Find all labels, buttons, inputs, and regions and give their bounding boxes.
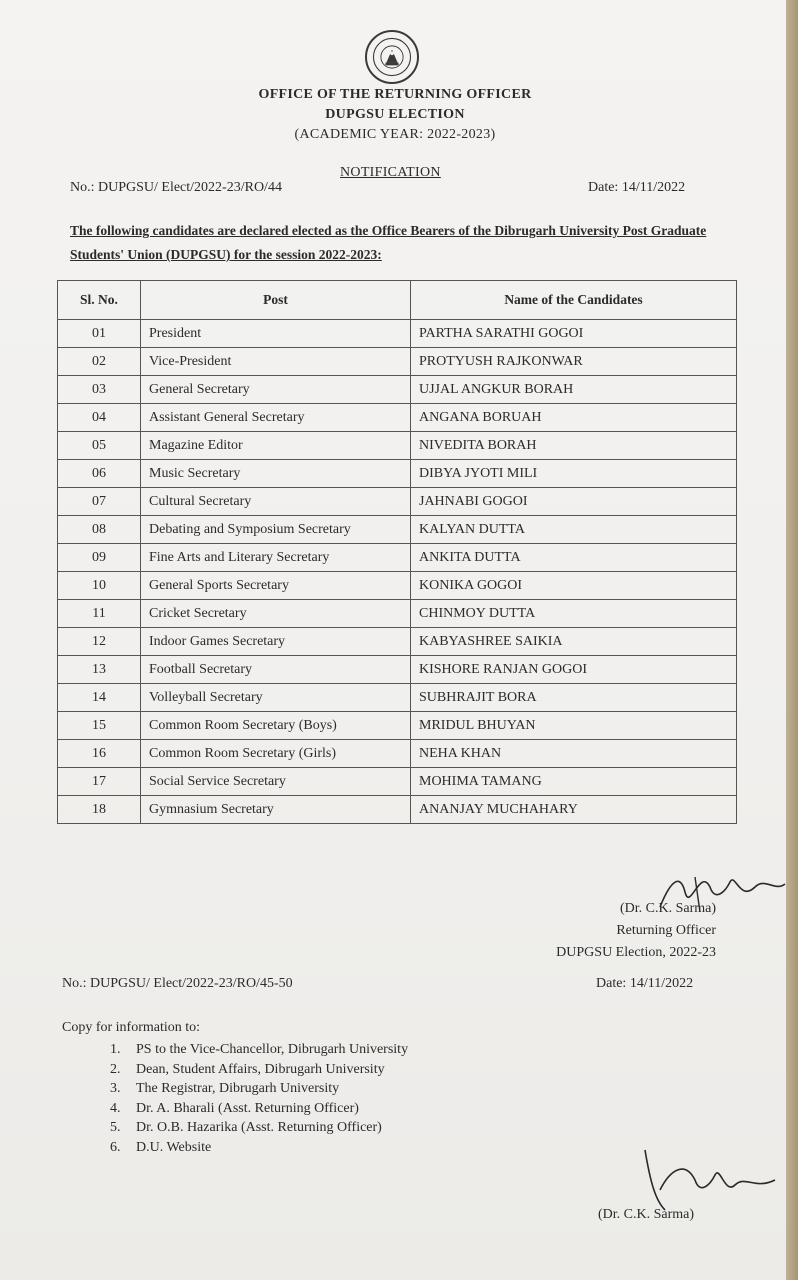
list-item [110, 1138, 408, 1158]
table-row [58, 796, 737, 824]
reference-date: Date: 14/11/2022 [588, 180, 686, 195]
list-item [110, 1040, 408, 1060]
table-row [58, 320, 737, 348]
candidate-name-cell: NEHA KHAN [411, 740, 737, 768]
candidate-name-cell: KABYASHREE SAIKIA [411, 628, 737, 656]
header-office-title: OFFICE OF THE RETURNING OFFICER [258, 87, 532, 102]
header-election-title: DUPGSU ELECTION [325, 107, 465, 122]
notification-title: NOTIFICATION [340, 165, 441, 180]
candidate-name-cell: KONIKA GOGOI [411, 572, 737, 600]
sl-no-cell: 07 [58, 488, 141, 516]
header-academic-year: (ACADEMIC YEAR: 2022-2023) [294, 127, 496, 142]
list-item [110, 1118, 408, 1138]
candidate-name-cell: CHINMOY DUTTA [411, 600, 737, 628]
table-row [58, 460, 737, 488]
candidate-name-cell: MRIDUL BHUYAN [411, 712, 737, 740]
table-row [58, 488, 737, 516]
sl-no-cell: 04 [58, 404, 141, 432]
list-item-number: 3. [110, 1081, 121, 1096]
candidate-name-cell: KALYAN DUTTA [411, 516, 737, 544]
list-item-text: Dr. O.B. Hazarika (Asst. Returning Officer) [136, 1120, 382, 1135]
post-cell: Magazine Editor [141, 432, 411, 460]
candidate-name-cell: PROTYUSH RAJKONWAR [411, 348, 737, 376]
header-post: Post [141, 281, 411, 320]
signatory-election: DUPGSU Election, 2022-23 [556, 945, 716, 960]
copy-recipient-list [110, 1040, 408, 1157]
sl-no-cell: 11 [58, 600, 141, 628]
candidate-name-cell: UJJAL ANGKUR BORAH [411, 376, 737, 404]
post-cell: Gymnasium Secretary [141, 796, 411, 824]
sl-no-cell: 17 [58, 768, 141, 796]
list-item [110, 1099, 408, 1119]
header-candidate-name: Name of the Candidates [411, 281, 737, 320]
intro-paragraph: The following candidates are declared elected as the Office Bearers of the Dibrugarh University Post Graduate Students' Union (DUPGSU) for the session 2022-2023: [70, 223, 707, 262]
post-cell: Common Room Secretary (Girls) [141, 740, 411, 768]
list-item-text: D.U. Website [136, 1139, 212, 1155]
sl-no-cell: 10 [58, 572, 141, 600]
list-item-number: 2. [110, 1061, 121, 1077]
table-row [58, 516, 737, 544]
post-cell: Vice-President [141, 348, 411, 376]
list-item-text: The Registrar, Dibrugarh University [136, 1081, 340, 1096]
candidate-name-cell: ANKITA DUTTA [411, 544, 737, 572]
sl-no-cell: 13 [58, 656, 141, 684]
table-row [58, 544, 737, 572]
candidate-name-cell: ANGANA BORUAH [411, 404, 737, 432]
sl-no-cell: 14 [58, 684, 141, 712]
copy-reference-date: Date: 14/11/2022 [596, 976, 694, 991]
table-row [58, 656, 737, 684]
post-cell: Football Secretary [141, 656, 411, 684]
candidate-name-cell: SUBHRAJIT BORA [411, 684, 737, 712]
post-cell: Indoor Games Secretary [141, 628, 411, 656]
candidate-name-cell: ANANJAY MUCHAHARY [411, 796, 737, 824]
table-row [58, 600, 737, 628]
post-cell: Common Room Secretary (Boys) [141, 712, 411, 740]
table-header-row [58, 281, 737, 320]
candidate-name-cell: DIBYA JYOTI MILI [411, 460, 737, 488]
candidate-name-cell: PARTHA SARATHI GOGOI [411, 320, 737, 348]
table-row [58, 404, 737, 432]
post-cell: Fine Arts and Literary Secretary [141, 544, 411, 572]
list-item-text: Dr. A. Bharali (Asst. Returning Officer) [136, 1100, 359, 1116]
list-item-text: Dean, Student Affairs, Dibrugarh University [136, 1061, 385, 1077]
post-cell: General Sports Secretary [141, 572, 411, 600]
sl-no-cell: 01 [58, 320, 141, 348]
table-row [58, 376, 737, 404]
sl-no-cell: 02 [58, 348, 141, 376]
post-cell: President [141, 320, 411, 348]
copy-heading: Copy for information to: [62, 1020, 201, 1035]
candidate-name-cell: JAHNABI GOGOI [411, 488, 737, 516]
elected-candidates-table [57, 280, 737, 824]
list-item-number: 5. [110, 1120, 121, 1135]
table-row [58, 684, 737, 712]
table-row [58, 768, 737, 796]
table-row [58, 712, 737, 740]
list-item-number: 4. [110, 1100, 121, 1116]
list-item [110, 1060, 408, 1080]
list-item-text: PS to the Vice-Chancellor, Dibrugarh University [136, 1042, 409, 1057]
list-item [110, 1079, 408, 1099]
post-cell: Volleyball Secretary [141, 684, 411, 712]
list-item-number: 6. [110, 1139, 121, 1155]
post-cell: Social Service Secretary [141, 768, 411, 796]
post-cell: General Secretary [141, 376, 411, 404]
sl-no-cell: 03 [58, 376, 141, 404]
sl-no-cell: 12 [58, 628, 141, 656]
signatory2-name: (Dr. C.K. Sarma) [598, 1207, 695, 1222]
table-row [58, 628, 737, 656]
candidate-name-cell: KISHORE RANJAN GOGOI [411, 656, 737, 684]
header-sl-no: Sl. No. [58, 281, 141, 320]
copy-reference-number: No.: DUPGSU/ Elect/2022-23/RO/45-50 [62, 976, 293, 991]
table-row [58, 348, 737, 376]
sl-no-cell: 05 [58, 432, 141, 460]
post-cell: Debating and Symposium Secretary [141, 516, 411, 544]
sl-no-cell: 18 [58, 796, 141, 824]
post-cell: Assistant General Secretary [141, 404, 411, 432]
candidate-name-cell: MOHIMA TAMANG [411, 768, 737, 796]
sl-no-cell: 16 [58, 740, 141, 768]
sl-no-cell: 15 [58, 712, 141, 740]
university-seal-logo [365, 30, 419, 84]
sl-no-cell: 06 [58, 460, 141, 488]
list-item-number: 1. [110, 1042, 121, 1057]
signatory-title: Returning Officer [616, 923, 716, 938]
candidate-name-cell: NIVEDITA BORAH [411, 432, 737, 460]
table-row [58, 740, 737, 768]
post-cell: Music Secretary [141, 460, 411, 488]
post-cell: Cultural Secretary [141, 488, 411, 516]
sl-no-cell: 09 [58, 544, 141, 572]
signatory-name: (Dr. C.K. Sarma) [619, 901, 716, 916]
reference-number: No.: DUPGSU/ Elect/2022-23/RO/44 [70, 180, 282, 195]
table-row [58, 572, 737, 600]
post-cell: Cricket Secretary [141, 600, 411, 628]
signature-block [556, 898, 716, 964]
sl-no-cell: 08 [58, 516, 141, 544]
table-row [58, 432, 737, 460]
